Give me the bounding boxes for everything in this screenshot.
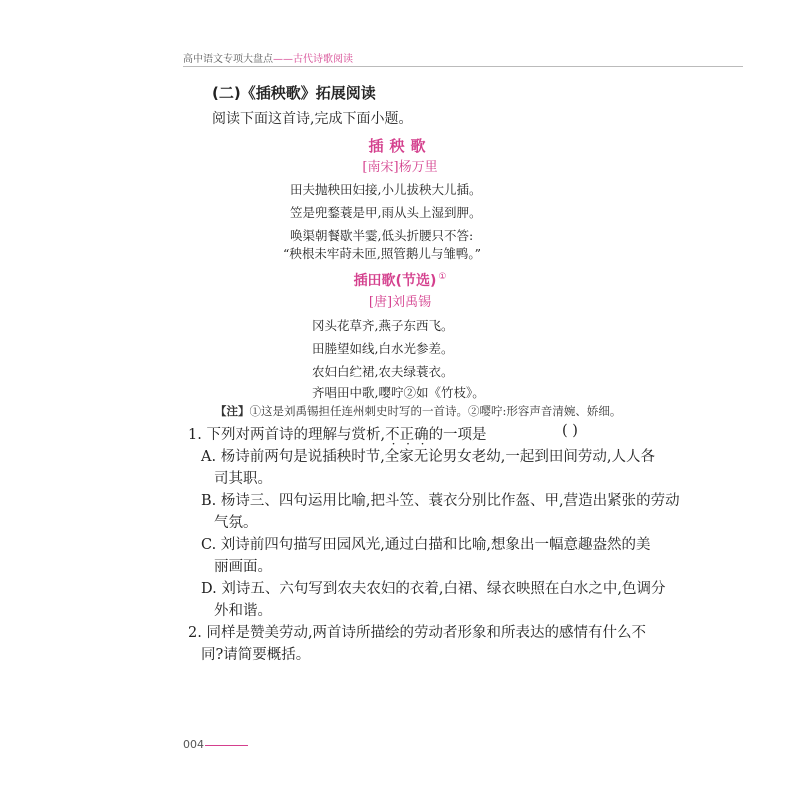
poem1-line: “秧根未牢莳未匝,照管鹅儿与雏鸭。” <box>283 246 482 261</box>
option-b-cont: 气氛。 <box>214 515 258 531</box>
header-rule <box>183 66 743 67</box>
poem2-line: 农妇白纻裙,农夫绿蓑衣。 <box>312 364 454 379</box>
q1-emphasis: 正 <box>399 427 415 443</box>
answer-bracket: ( ) <box>562 423 578 439</box>
option-a: A. 杨诗前两句是说插秧时节,全家无论男女老幼,一起到田间劳动,人人各 <box>201 449 656 465</box>
running-header <box>183 50 353 65</box>
note-tag: 【注】 <box>215 404 250 418</box>
instruction: 阅读下面这首诗,完成下面小题。 <box>212 111 413 127</box>
poem2-line: 冈头花草齐,燕子东西飞。 <box>312 318 454 333</box>
option-d-cont: 外和谐。 <box>214 603 272 619</box>
poem1-line: 唤渠朝餐歇半霎,低头折腰只不答: <box>290 228 474 243</box>
q1-stem-a: 1. 下列对两首诗的理解与赏析, <box>188 427 386 443</box>
annotation-note <box>215 403 621 419</box>
option-a-cont: 司其职。 <box>214 471 272 487</box>
q1-emphasis: 不 <box>385 427 400 443</box>
option-d: D. 刘诗五、六句写到农夫农妇的衣着,白裙、绿衣映照在白水之中,色调分 <box>201 581 666 597</box>
poem2-note-mark: ① <box>438 272 447 283</box>
q1-stem-b: 的一项是 <box>428 427 487 443</box>
poem2-line: 田塍望如线,白水光参差。 <box>312 341 454 356</box>
page-number: 004 <box>183 738 204 751</box>
poem1-line: 笠是兜鍪蓑是甲,雨从头上湿到胛。 <box>290 205 482 220</box>
header-dash: —— <box>273 54 293 65</box>
question-2: 2. 同样是赞美劳动,两首诗所描绘的劳动者形象和所表达的感情有什么不 <box>188 625 647 641</box>
option-b: B. 杨诗三、四句运用比喻,把斗笠、蓑衣分别比作盔、甲,营造出紧张的劳动 <box>201 493 680 509</box>
header-book: 高中语文专项大盘点 <box>183 54 273 65</box>
q1-emphasis: 确 <box>414 427 429 443</box>
poem1-line: 田夫抛秧田妇接,小儿拔秧大儿插。 <box>290 182 482 197</box>
header-section: 古代诗歌阅读 <box>293 54 353 65</box>
poem1-author: [南宋]杨万里 <box>362 160 438 175</box>
section-title: (二)《插秧歌》拓展阅读 <box>212 84 376 102</box>
poem2-title-text: 插田歌(节选) <box>353 273 437 289</box>
poem2-line: 齐唱田中歌,嘤咛②如《竹枝》。 <box>312 385 485 400</box>
option-c: C. 刘诗前四句描写田园风光,通过白描和比喻,想象出一幅意趣盎然的美 <box>201 537 651 553</box>
poem2-title <box>140 270 660 290</box>
note-text: ①这是刘禹锡担任连州刺史时写的一首诗。②嘤咛:形容声音清婉、娇细。 <box>249 404 622 418</box>
poem2-author: [唐]刘禹锡 <box>368 295 432 310</box>
footer-rule <box>205 745 248 746</box>
option-c-cont: 丽画面。 <box>214 559 272 575</box>
question-2-cont: 同?请简要概括。 <box>201 647 311 663</box>
poem1-title: 插秧歌 <box>368 137 432 155</box>
question-1-stem <box>188 423 487 444</box>
